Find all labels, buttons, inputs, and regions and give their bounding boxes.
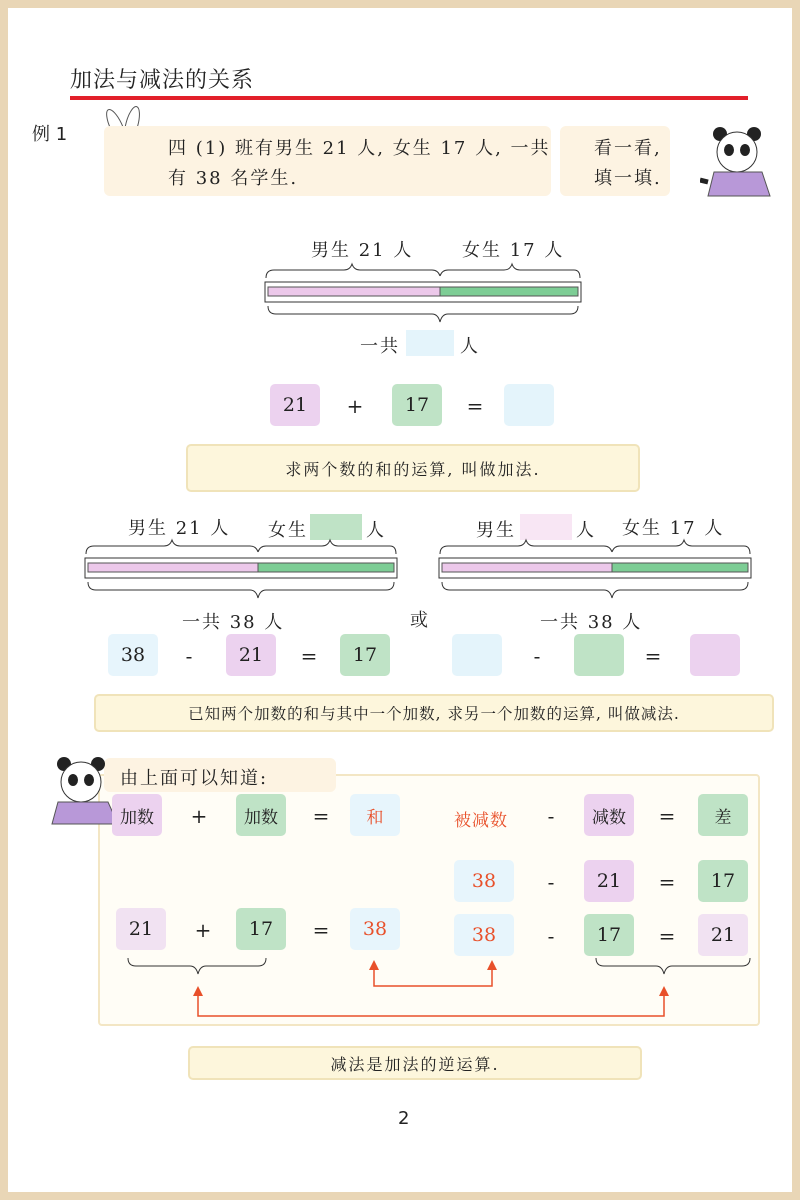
problem-line-2: 有 38 名学生. bbox=[168, 168, 299, 189]
row2-subtrahend: 21 bbox=[584, 860, 634, 902]
row2-difference: 17 bbox=[698, 860, 748, 902]
summary-difference: 差 bbox=[698, 794, 748, 836]
summary-intro: 由上面可以知道: bbox=[120, 768, 269, 789]
eq3-subtrahend-blank[interactable] bbox=[574, 634, 624, 676]
eq3-minus: - bbox=[533, 644, 541, 668]
row3-addend-a: 21 bbox=[116, 908, 166, 950]
subtraction-definition-note: 已知两个加数的和与其中一个加数, 求另一个加数的运算, 叫做减法. bbox=[94, 694, 774, 732]
page bbox=[8, 8, 792, 1192]
summary-minus-1: - bbox=[547, 804, 555, 828]
eq2-subtrahend: 21 bbox=[226, 634, 276, 676]
page-number: 2 bbox=[398, 1108, 410, 1129]
eq1-addend-b: 17 bbox=[392, 384, 442, 426]
diagram3-boys-suffix: 人 bbox=[576, 520, 596, 541]
summary-addend-1: 加数 bbox=[112, 794, 162, 836]
addition-definition-note: 求两个数的和的运算, 叫做加法. bbox=[186, 444, 640, 492]
eq1-addend-a: 21 bbox=[270, 384, 320, 426]
row3-addend-b: 17 bbox=[236, 908, 286, 950]
example-label: 例 1 bbox=[32, 124, 68, 145]
diagram1-total-blank[interactable] bbox=[406, 330, 454, 356]
inverse-operation-note: 减法是加法的逆运算. bbox=[188, 1046, 642, 1080]
row3-subtrahend: 17 bbox=[584, 914, 634, 956]
diagram1-boys-label: 男生 21 人 bbox=[311, 240, 414, 261]
summary-sum: 和 bbox=[350, 794, 400, 836]
diagram2-boys-label: 男生 21 人 bbox=[128, 518, 231, 539]
summary-equals-2: = bbox=[658, 804, 676, 828]
diagram3-boys-blank[interactable] bbox=[520, 514, 572, 540]
row3-sum: 38 bbox=[350, 908, 400, 950]
diagram1-total-prefix: 一共 bbox=[360, 336, 400, 357]
eq1-equals: = bbox=[466, 394, 484, 418]
eq2-difference: 17 bbox=[340, 634, 390, 676]
diagram2-bar bbox=[84, 538, 404, 604]
eq3-equals: = bbox=[644, 644, 662, 668]
row3-plus: + bbox=[194, 918, 212, 942]
prompt-line-1: 看一看, bbox=[594, 138, 662, 159]
diagram2-girls-blank[interactable] bbox=[310, 514, 362, 540]
row2-minuend: 38 bbox=[454, 860, 514, 902]
summary-minuend: 被减数 bbox=[454, 811, 508, 831]
eq1-sum-blank[interactable] bbox=[504, 384, 554, 426]
row3-equals-1: = bbox=[312, 918, 330, 942]
row3-minuend: 38 bbox=[454, 914, 514, 956]
problem-line-1: 四 (1) 班有男生 21 人, 女生 17 人, 一共 bbox=[168, 138, 551, 159]
eq2-equals: = bbox=[300, 644, 318, 668]
prompt-line-2: 填一填. bbox=[594, 168, 662, 189]
page-title: 加法与减法的关系 bbox=[70, 68, 255, 93]
row3-equals-2: = bbox=[658, 924, 676, 948]
diagram2-total-label: 一共 38 人 bbox=[182, 612, 285, 633]
row3-difference: 21 bbox=[698, 914, 748, 956]
summary-equals-1: = bbox=[312, 804, 330, 828]
eq1-plus: + bbox=[346, 394, 364, 418]
row2-equals: = bbox=[658, 870, 676, 894]
or-label: 或 bbox=[410, 610, 430, 631]
eq2-minuend: 38 bbox=[108, 634, 158, 676]
summary-plus: + bbox=[190, 804, 208, 828]
diagram3-girls-label: 女生 17 人 bbox=[622, 518, 725, 539]
diagram2-girls-suffix: 人 bbox=[366, 520, 386, 541]
summary-addend-2: 加数 bbox=[236, 794, 286, 836]
diagram3-total-label: 一共 38 人 bbox=[540, 612, 643, 633]
eq3-minuend-blank[interactable] bbox=[452, 634, 502, 676]
eq3-difference-blank[interactable] bbox=[690, 634, 740, 676]
panda-illustration bbox=[700, 120, 780, 200]
eq2-minus: - bbox=[185, 644, 193, 668]
summary-subtrahend: 减数 bbox=[584, 794, 634, 836]
row2-minus: - bbox=[547, 870, 555, 894]
title-underline bbox=[70, 96, 748, 100]
diagram1-bar bbox=[264, 262, 584, 328]
diagram2-girls-prefix: 女生 bbox=[268, 520, 308, 541]
diagram3-bar bbox=[438, 538, 758, 604]
diagram3-boys-prefix: 男生 bbox=[476, 520, 516, 541]
relation-arrows bbox=[108, 948, 768, 1028]
diagram1-total-suffix: 人 bbox=[460, 336, 480, 357]
diagram1-girls-label: 女生 17 人 bbox=[462, 240, 565, 261]
row3-minus: - bbox=[547, 924, 555, 948]
